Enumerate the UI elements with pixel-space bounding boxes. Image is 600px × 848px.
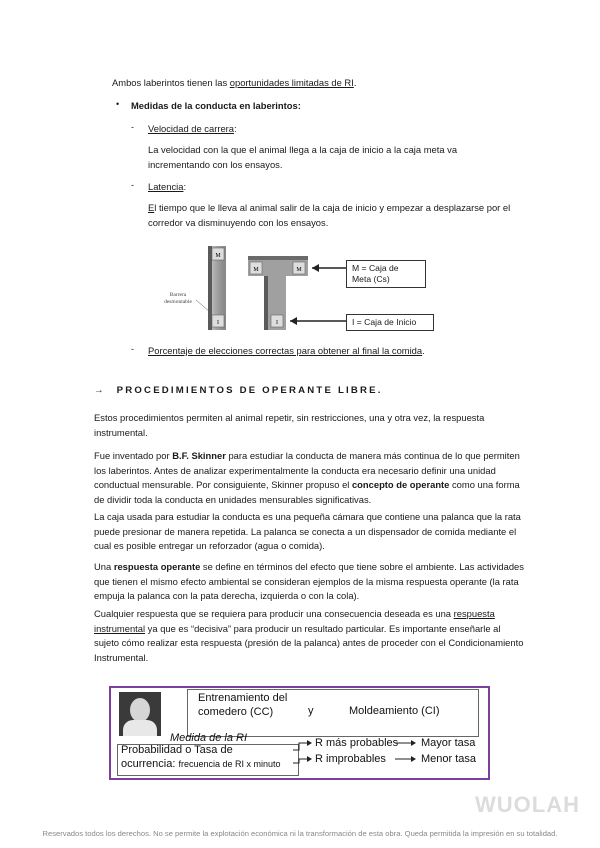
bullet-dot: • [116, 99, 120, 109]
label-i-left: I [217, 320, 219, 326]
probability-line3: frecuencia de RI x minuto [178, 759, 281, 769]
training-y: y [308, 705, 314, 717]
dash-marker: - [131, 122, 134, 132]
footer-text: Reservados todos los derechos. No se permite la explotación económica ni la transformación de esta obra. Queda permitida la impresión en su totalidad. [42, 829, 558, 838]
measures-title: Medidas de la conducta en laberintos: [131, 100, 301, 111]
latency-label: Latencia: [148, 181, 187, 192]
probability-line1: Probabilidad o Tasa de [121, 744, 233, 756]
training-line2: comedero (CC) [198, 706, 274, 718]
lower-rate: Menor tasa [421, 753, 477, 765]
paragraph-2: Fue inventado por B.F. Skinner para estudiar la conducta de manera más continua de lo que permiten los laberintos. Antes de analizar experimentalmente la conducta era necesario definir una unidad conductual mensurable. Por consiguiente, Skinner propuso el concepto de operante como una forma de dividir toda la conducta en unidades mensurables significativas. [94, 450, 520, 505]
training-line1: Entrenamiento del [198, 692, 288, 704]
medida-label: Medida de la RI [170, 732, 248, 744]
paragraph-1: Estos procedimientos permiten al animal repetir, sin restricciones, una y otra vez, la respuesta instrumental. [94, 412, 485, 438]
speed-text: La velocidad con la que el animal llega a la caja de inicio a la caja meta va incrementando con los ensayos. [148, 144, 458, 170]
wuolah-logo: WUOLAH [475, 792, 580, 817]
section-heading: → PROCEDIMIENTOS DE OPERANTE LIBRE. [94, 385, 383, 396]
svg-text:desmontable: desmontable [164, 299, 192, 305]
dash-marker: - [131, 180, 134, 190]
intro-text: Ambos laberintos tienen las oportunidades limitadas de RI. [112, 77, 357, 88]
probability-line2: ocurrencia: [121, 758, 176, 770]
latency-text: El tiempo que le lleva al animal salir de la caja de inicio y empezar a desplazarse por el corredor va disminuyendo con los ensayos. [148, 202, 511, 228]
label-m-t-left: M [253, 267, 259, 273]
dash-marker: - [131, 344, 134, 354]
paragraph-4: Una respuesta operante se define en términos del efecto que tiene sobre el ambiente. Las actividades que tienen el mismo efecto ambiental se consideran ejemplos de la misma respuesta operante (la rata empuja la palanca con la pata derecha, izquierda o con la cola). [94, 561, 524, 601]
start-box-label: I = Caja de Inicio [346, 314, 434, 331]
training-figure [109, 686, 490, 780]
r-probable: R más probables [315, 737, 399, 749]
maze-figure [150, 238, 435, 338]
label-i-t: I [276, 320, 278, 326]
speed-label: Velocidad de carrera: [148, 123, 237, 134]
paragraph-5: Cualquier respuesta que se requiera para producir una consecuencia deseada es una respuesta instrumental ya que es “decisiva” para producir un resultado particular. Es importante enseñarle al sujeto cómo realizar esta respuesta (presión de la palanca) antes de proceder con el Condicionamiento Instrumental. [94, 608, 524, 663]
r-improbable: R improbables [315, 753, 386, 765]
moldeamiento-label: Moldeamiento (CI) [349, 705, 440, 717]
higher-rate: Mayor tasa [421, 737, 476, 749]
barrier-label: Barrera [169, 292, 187, 298]
arrow-icon: → [94, 385, 106, 396]
percent-label: Porcentaje de elecciones correctas para obtener al final la comida. [148, 345, 425, 356]
label-m-left: M [215, 253, 221, 259]
goal-box-label: M = Caja de Meta (Cs) [346, 260, 426, 288]
label-m-t-right: M [296, 267, 302, 273]
paragraph-3: La caja usada para estudiar la conducta es una pequeña cámara que contiene una palanca que la rata puede presionar de manera repetida. La palanca se conecta a un dispensador de comida mediante el cual es posible entregar un reforzador (agua o comida). [94, 511, 521, 551]
